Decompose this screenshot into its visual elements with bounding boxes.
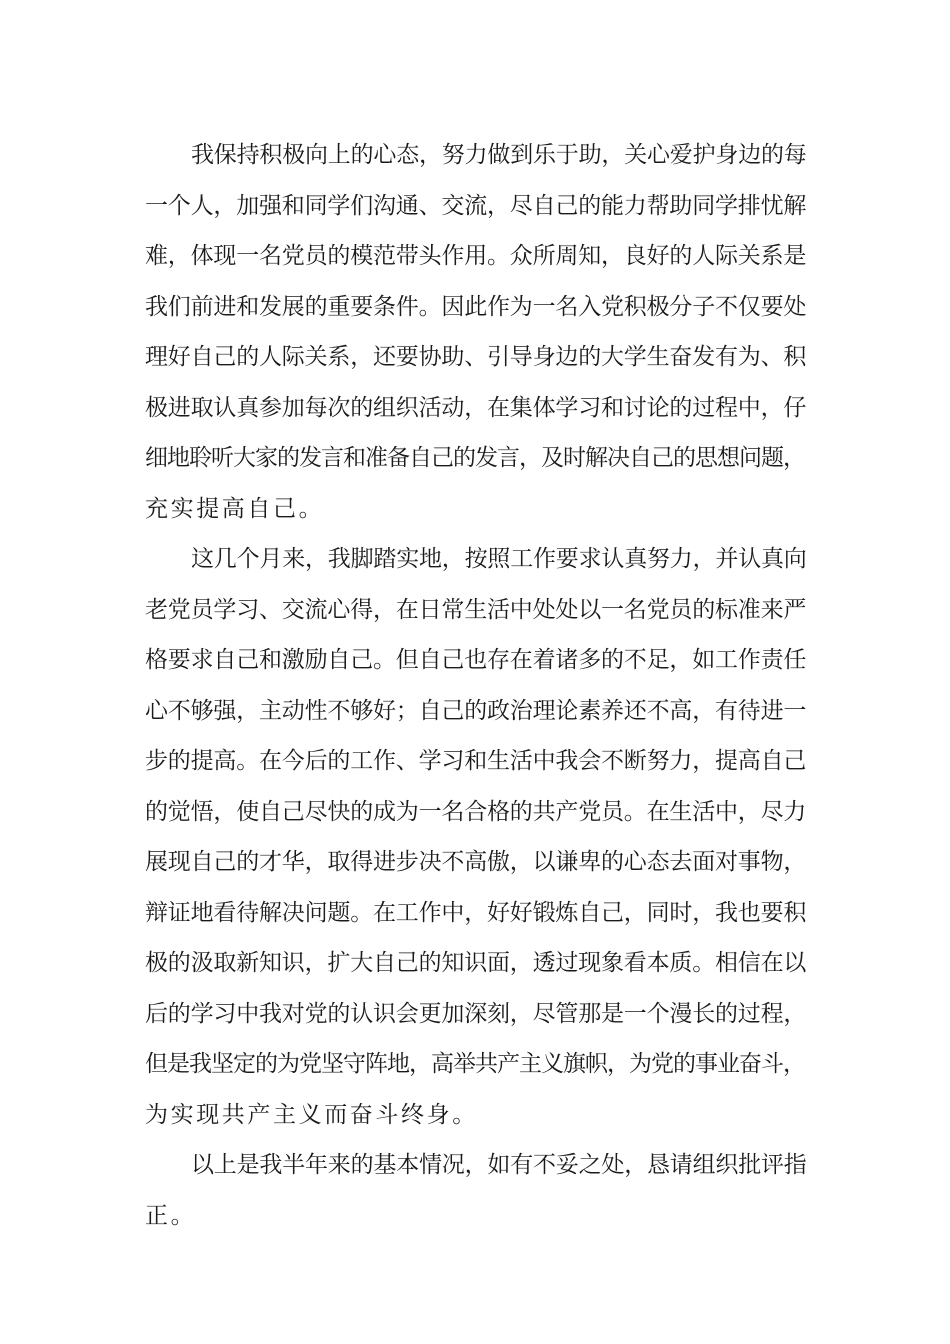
text-line: 这几个月来，我脚踏实地，按照工作要求认真努力，并认真向 xyxy=(191,546,807,572)
paragraph-3 xyxy=(145,1140,810,1241)
text-line: 后的学习中我对党的认识会更加深刻，尽管那是一个漫长的过程， xyxy=(145,1000,807,1027)
text-line: 心不够强，主动性不够好；自己的政治理论素养还不高，有待进一 xyxy=(145,697,807,724)
paragraph-1 xyxy=(145,130,810,534)
text-line: 辩证地看待解决问题。在工作中，好好锻炼自己，同时，我也要积 xyxy=(145,899,807,926)
document-body xyxy=(145,130,810,1241)
text-line: 细地聆听大家的发言和准备自己的发言，及时解决自己的思想问题， xyxy=(145,445,805,471)
text-line: 极的汲取新知识，扩大自己的知识面，透过现象看本质。相信在以 xyxy=(145,950,807,976)
text-line: 的觉悟，使自己尽快的成为一名合格的共产党员。在生活中，尽力 xyxy=(145,798,807,825)
paragraph-2 xyxy=(145,534,810,1140)
text-line: 老党员学习、交流心得，在日常生活中处处以一名党员的标准来严 xyxy=(145,596,807,623)
text-line: 极进取认真参加每次的组织活动，在集体学习和讨论的过程中，仔 xyxy=(145,394,807,421)
text-line: 展现自己的才华，取得进步决不高傲，以谦卑的心态去面对事物， xyxy=(145,849,807,875)
text-line: 但是我坚定的为党坚守阵地，高举共产主义旗帜，为党的事业奋斗， xyxy=(145,1051,805,1077)
text-line: 难，体现一名党员的模范带头作用。众所周知，良好的人际关系是 xyxy=(145,243,807,269)
text-line: 充实提高自己。 xyxy=(145,495,325,522)
text-line: 一个人，加强和同学们沟通、交流，尽自己的能力帮助同学排忧解 xyxy=(145,192,807,219)
text-line: 以上是我半年来的基本情况，如有不妥之处，恳请组织批评指 xyxy=(191,1152,807,1178)
text-line: 步的提高。在今后的工作、学习和生活中我会不断努力，提高自己 xyxy=(145,748,807,774)
text-line: 格要求自己和激励自己。但自己也存在着诸多的不足，如工作责任 xyxy=(145,647,807,673)
text-line: 为实现共产主义而奋斗终身。 xyxy=(145,1101,478,1128)
text-line: 我保持积极向上的心态，努力做到乐于助，关心爱护身边的每 xyxy=(191,142,807,168)
text-line: 理好自己的人际关系，还要协助、引导身边的大学生奋发有为、积 xyxy=(145,344,807,370)
text-line: 正。 xyxy=(145,1202,197,1229)
text-line: 我们前进和发展的重要条件。因此作为一名入党积极分子不仅要处 xyxy=(145,293,807,320)
